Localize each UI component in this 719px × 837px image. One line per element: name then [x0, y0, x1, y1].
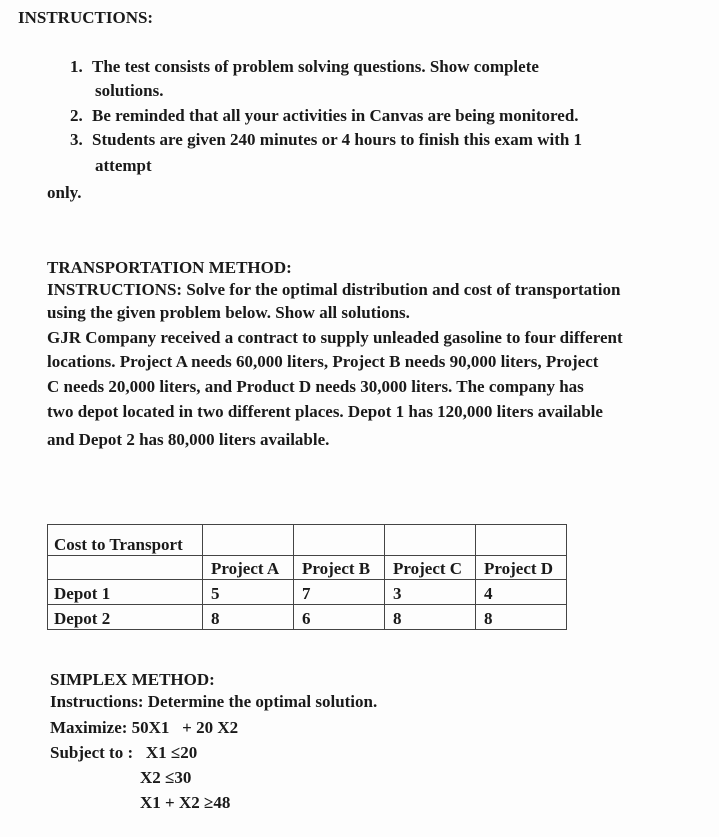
instruction-1-line1: The test consists of problem solving questions. Show complete — [92, 57, 539, 76]
transportation-line: two depot located in two different places. Depot 1 has 120,000 liters available — [47, 402, 603, 421]
table-row — [48, 580, 567, 605]
instruction-3-num: 3. — [70, 130, 83, 149]
table-row — [48, 605, 567, 630]
column-header: Project B — [294, 556, 385, 580]
table-cell — [476, 525, 567, 556]
simplex-constraint: X2 ≤30 — [140, 768, 192, 787]
table-title: Cost to Transport — [48, 525, 203, 556]
table-cell: 8 — [385, 605, 476, 630]
table-cell: 6 — [294, 605, 385, 630]
column-header: Project A — [203, 556, 294, 580]
instruction-3-line1: Students are given 240 minutes or 4 hours to finish this exam with 1 — [92, 130, 583, 149]
simplex-instructions: Instructions: Determine the optimal solution. — [50, 692, 378, 711]
table-cell: 4 — [476, 580, 567, 605]
transportation-line: INSTRUCTIONS: Solve for the optimal distribution and cost of transportation — [47, 280, 621, 299]
table-cell: 5 — [203, 580, 294, 605]
table-header-row — [48, 556, 567, 580]
simplex-objective: Maximize: 50X1 + 20 X2 — [50, 718, 239, 737]
instruction-1-line2: solutions. — [95, 81, 164, 100]
transportation-line: GJR Company received a contract to supply unleaded gasoline to four different — [47, 328, 623, 347]
transportation-line: using the given problem below. Show all solutions. — [47, 303, 410, 322]
simplex-constraint: X1 + X2 ≥48 — [140, 793, 231, 812]
cost-table — [47, 524, 567, 630]
table-cell: 7 — [294, 580, 385, 605]
instruction-2-num: 2. — [70, 106, 83, 125]
transportation-line: and Depot 2 has 80,000 liters available. — [47, 430, 330, 449]
table-cell — [48, 556, 203, 580]
simplex-heading: SIMPLEX METHOD: — [50, 670, 215, 689]
table-cell: 3 — [385, 580, 476, 605]
instructions-heading: INSTRUCTIONS: — [18, 8, 154, 27]
table-cell: 8 — [203, 605, 294, 630]
instruction-trailing: only. — [47, 183, 82, 202]
simplex-subject-to: Subject to : X1 ≤20 — [50, 743, 198, 762]
table-cell — [203, 525, 294, 556]
transportation-line: C needs 20,000 liters, and Product D needs 30,000 liters. The company has — [47, 377, 584, 396]
row-label: Depot 1 — [48, 580, 203, 605]
row-label: Depot 2 — [48, 605, 203, 630]
table-row — [48, 525, 567, 556]
table-cell — [385, 525, 476, 556]
transportation-heading: TRANSPORTATION METHOD: — [47, 258, 292, 277]
column-header: Project C — [385, 556, 476, 580]
instruction-1-num: 1. — [70, 57, 83, 76]
table-cell — [294, 525, 385, 556]
column-header: Project D — [476, 556, 567, 580]
instruction-3-line2: attempt — [95, 156, 152, 175]
transportation-line: locations. Project A needs 60,000 liters, Project B needs 90,000 liters, Project — [47, 352, 599, 371]
instruction-2-line1: Be reminded that all your activities in Canvas are being monitored. — [92, 106, 579, 125]
table-cell: 8 — [476, 605, 567, 630]
